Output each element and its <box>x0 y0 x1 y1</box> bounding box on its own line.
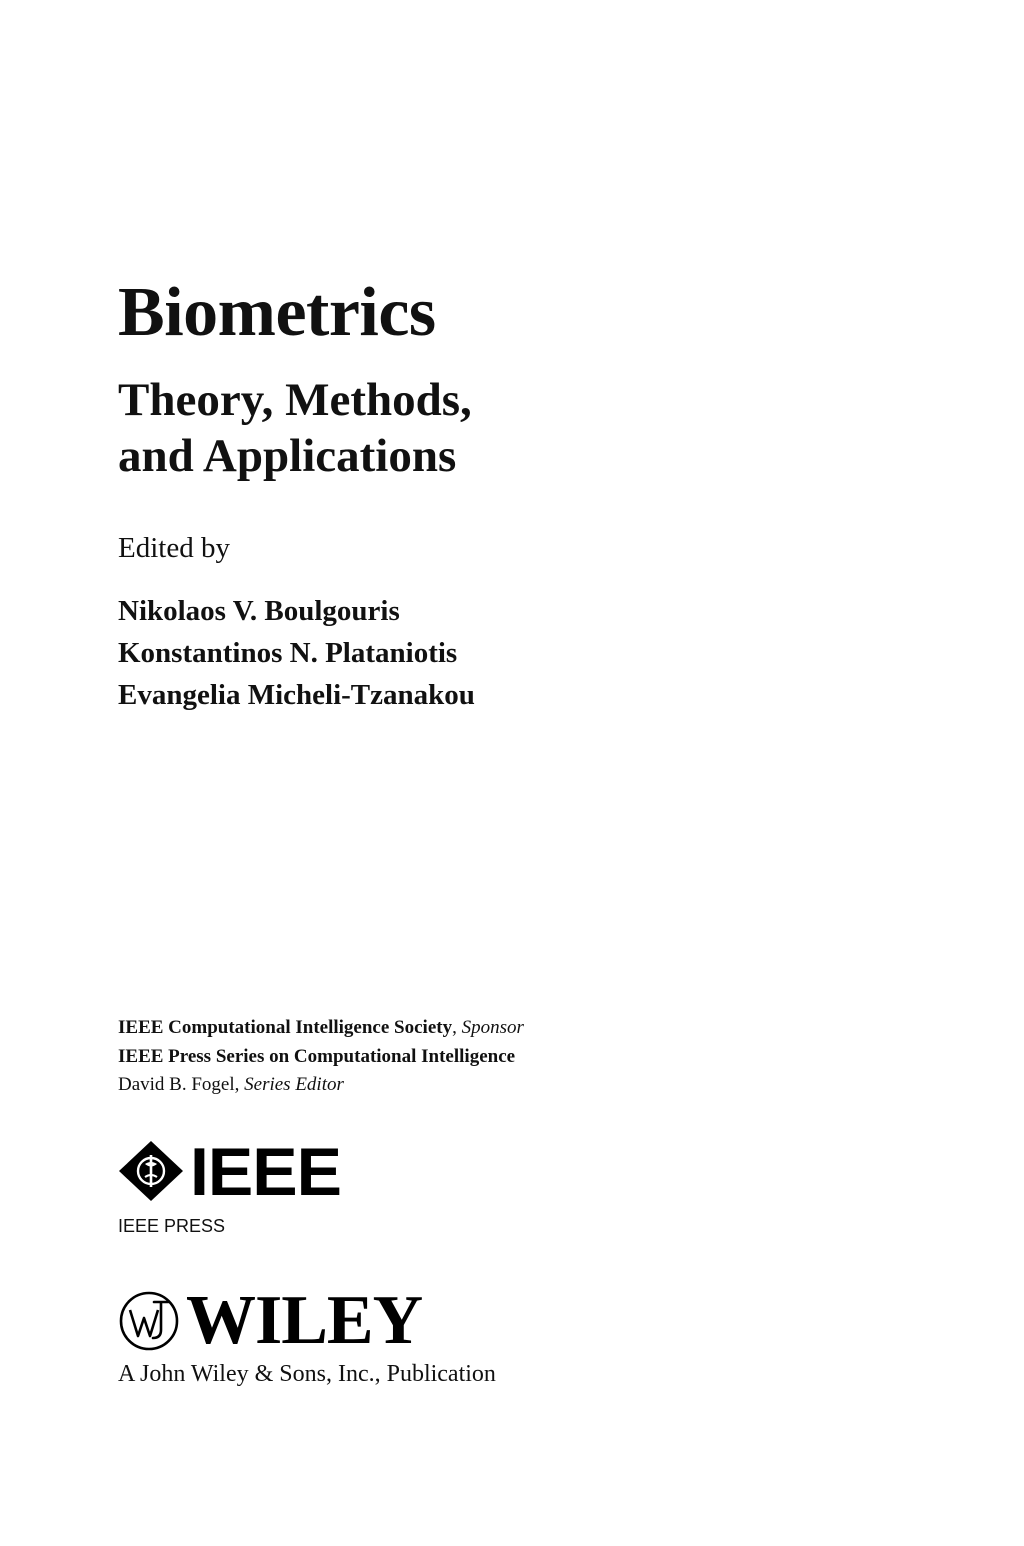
series-editor-separator: , <box>234 1074 245 1095</box>
ieee-logo-text: IEEE <box>190 1134 341 1210</box>
editor-name: Evangelia Micheli-Tzanakou <box>118 679 475 711</box>
editor-name: Nikolaos V. Boulgouris <box>118 595 400 627</box>
editors-list <box>118 590 475 716</box>
sponsor-separator: , <box>452 1017 462 1038</box>
series-name: IEEE Press Series on Computational Intelligence <box>118 1046 516 1067</box>
series-editor-line <box>118 1071 524 1099</box>
edited-by-label: Edited by <box>118 532 230 564</box>
subtitle-line-1: Theory, Methods, <box>118 374 472 426</box>
sponsor-line <box>118 1013 524 1043</box>
wiley-jw-monogram-icon <box>118 1290 180 1352</box>
editor-name: Konstantinos N. Plataniotis <box>118 637 458 669</box>
sponsor-name: IEEE Computational Intelligence Society <box>118 1017 453 1038</box>
book-subtitle <box>118 372 472 484</box>
series-editor-role: Series Editor <box>244 1074 344 1095</box>
book-title: Biometrics <box>118 274 436 351</box>
wiley-tagline: A John Wiley & Sons, Inc., Publication <box>118 1361 496 1387</box>
ieee-diamond-logo-icon <box>118 1140 184 1202</box>
wiley-logo-text: WILEY <box>186 1282 423 1359</box>
series-name-line <box>118 1043 524 1071</box>
subtitle-line-2: and Applications <box>118 430 457 482</box>
sponsor-role: Sponsor <box>461 1017 524 1038</box>
ieee-press-label: IEEE PRESS <box>118 1216 226 1236</box>
series-info <box>118 1013 524 1099</box>
series-editor-name: David B. Fogel <box>118 1074 235 1095</box>
